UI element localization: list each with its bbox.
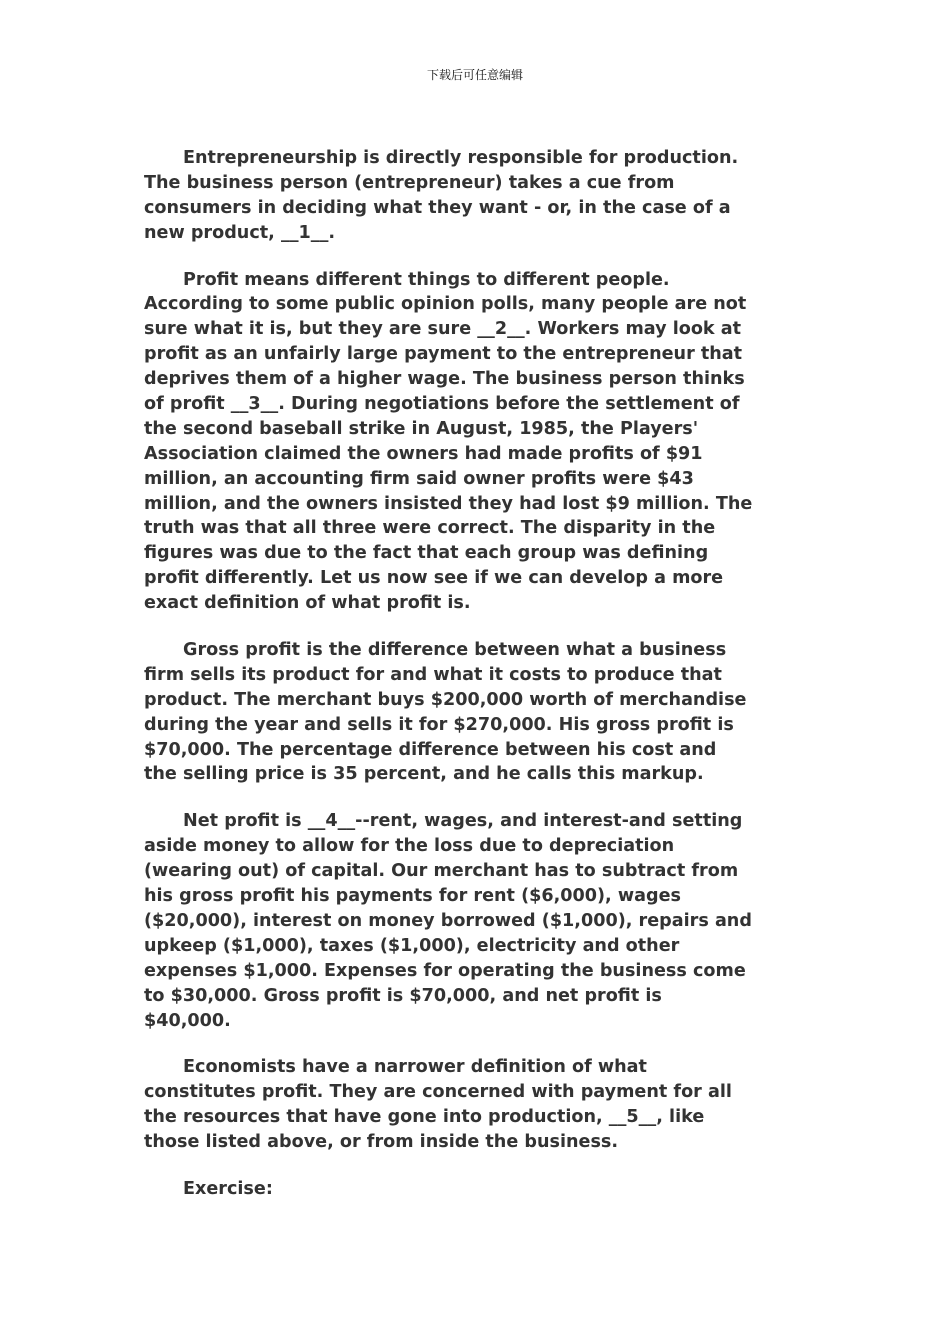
text-line: aside money to allow for the loss due to depreciation — [144, 836, 675, 857]
page-header: 下载后可任意编辑 — [426, 68, 523, 82]
text-line: the second baseball strike in August, 1985, the Players' — [144, 418, 699, 439]
text-line: consumers in deciding what they want - or, in the case of a — [144, 197, 731, 218]
text-line: the resources that have gone into production, __5__, like — [144, 1107, 705, 1128]
text-line: $70,000. The percentage difference between his cost and — [144, 739, 717, 760]
text-line: deprives them of a higher wage. The business person thinks — [144, 369, 745, 390]
text-line: ($20,000), interest on money borrowed ($1,000), repairs and — [144, 910, 752, 931]
text-line: firm sells its product for and what it costs to produce that — [144, 664, 722, 685]
paragraph — [144, 809, 824, 1033]
text-line: truth was that all three were correct. The disparity in the — [144, 518, 716, 539]
text-line: Association claimed the owners had made profits of $91 — [144, 443, 703, 464]
text-line: to $30,000. Gross profit is $70,000, and net profit is — [144, 985, 662, 1006]
text-line: million, an accounting firm said owner profits were $43 — [144, 468, 694, 489]
text-line: Entrepreneurship is directly responsible for production. — [183, 148, 739, 168]
text-line: the selling price is 35 percent, and he calls this markup. — [144, 764, 704, 785]
text-line: Economists have a narrower definition of what — [183, 1057, 647, 1078]
text-line: new product, __1__. — [144, 222, 336, 243]
text-line: Profit means different things to different people. — [183, 269, 670, 290]
text-line: The business person (entrepreneur) takes a cue from — [144, 172, 675, 193]
text-line: Exercise: — [183, 1178, 273, 1199]
text-line: $40,000. — [144, 1010, 231, 1031]
text-line: during the year and sells it for $270,000. His gross profit is — [144, 714, 734, 735]
text-line: Net profit is __4__--rent, wages, and interest-and setting — [183, 811, 743, 832]
paragraph — [144, 1177, 824, 1202]
text-line: upkeep ($1,000), taxes ($1,000), electricity and other — [144, 935, 680, 956]
paragraph — [144, 146, 824, 246]
text-line: those listed above, or from inside the business. — [144, 1132, 619, 1153]
text-line: According to some public opinion polls, many people are not — [144, 294, 747, 315]
text-line: sure what it is, but they are sure __2__. Workers may look at — [144, 319, 742, 340]
text-line: million, and the owners insisted they had lost $9 million. The — [144, 493, 753, 514]
text-line: (wearing out) of capital. Our merchant has to subtract from — [144, 861, 739, 882]
text-line: constitutes profit. They are concerned with payment for all — [144, 1082, 732, 1103]
text-line: Gross profit is the difference between what a business — [183, 640, 727, 661]
paragraph — [144, 638, 824, 787]
text-line: exact definition of what profit is. — [144, 593, 471, 614]
paragraph — [144, 1055, 824, 1155]
text-line: profit as an unfairly large payment to the entrepreneur that — [144, 344, 743, 365]
text-line: figures was due to the fact that each group was defining — [144, 543, 709, 564]
text-line: his gross profit his payments for rent ($6,000), wages — [144, 886, 681, 907]
paragraph — [144, 268, 824, 616]
text-line: of profit __3__. During negotiations before the settlement of — [144, 394, 740, 415]
text-line: product. The merchant buys $200,000 worth of merchandise — [144, 689, 747, 710]
text-line: profit differently. Let us now see if we can develop a more — [144, 568, 724, 589]
document-body — [144, 146, 824, 1224]
text-line: expenses $1,000. Expenses for operating the business come — [144, 960, 746, 981]
